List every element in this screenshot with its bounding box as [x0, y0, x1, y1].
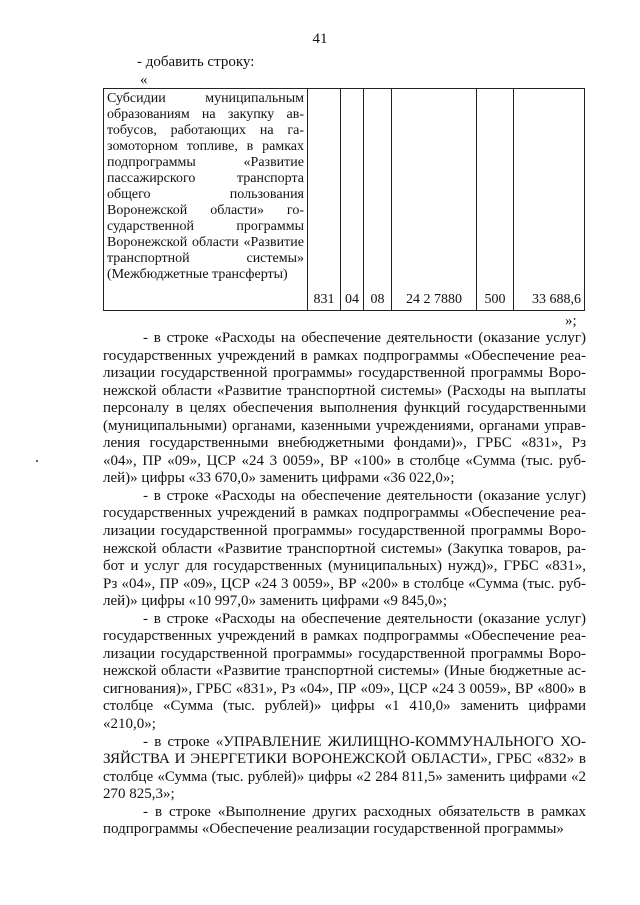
row-description: Субсидии муниципальным образованиям на закупку автобусов, работающих на газомоторном топливе, в рамках подпрограммы «Развитие пассажирского транспорта общего пользования Воронежской области» государственной программы Воронежской области «Развитие транспортной системы» (Межбюджетные трансферты) — [104, 89, 308, 311]
margin-dot — [36, 460, 38, 462]
closing-quote-mark: »; — [565, 313, 577, 329]
cell-rz: 04 — [341, 89, 364, 311]
cell-csr: 24 2 7880 — [392, 89, 477, 311]
intro-line: - добавить строку: — [137, 54, 255, 70]
cell-grbs: 831 — [308, 89, 341, 311]
amendment-text — [103, 330, 586, 839]
paragraph-3: - в строке «Расходы на обеспечение деятельности (оказание услуг) государственных учреждений в рамках подпрограммы «Обеспечение реализации государственной программы» государственной программы Воронежской области «Развитие транспортной системы» (Иные бюджетные ассигнования)», ГРБС «831», Рз «04», ПР «09», ЦСР «24 3 0059», ВР «800» в столбце «Сумма (тыс. рублей)» цифры «1 410,0» заменить цифрами «210,0»; — [103, 610, 586, 733]
budget-table — [103, 88, 585, 311]
cell-sum: 33 688,6 — [514, 89, 585, 311]
paragraph-2: - в строке «Расходы на обеспечение деятельности (оказание услуг) государственных учреждений в рамках подпрограммы «Обеспечение реализации государственной программы» государственной программы Воронежской области «Развитие транспортной системы» (Закупка товаров, работ и услуг для государственных (муниципальных) нужд)», ГРБС «831», Рз «04», ПР «09», ЦСР «24 3 0059», ВР «200» в столбце «Сумма (тыс. рублей)» цифры «10 997,0» заменить цифрами «9 845,0»; — [103, 487, 586, 610]
table-row — [104, 89, 585, 311]
paragraph-1: - в строке «Расходы на обеспечение деятельности (оказание услуг) государственных учреждений в рамках подпрограммы «Обеспечение реализации государственной программы» государственной программы Воронежской области «Развитие транспортной системы» (Расходы на выплаты персоналу в целях обеспечения выполнения функций государственными (муниципальными) органами, казенными учреждениями, органами управления государственными внебюджетными фондами)», ГРБС «831», Рз «04», ПР «09», ЦСР «24 3 0059», ВР «100» в столбце «Сумма (тыс. рублей)» цифры «33 670,0» заменить цифрами «36 022,0»; — [103, 330, 586, 487]
budget-row-table — [103, 88, 585, 311]
cell-vr: 500 — [477, 89, 514, 311]
cell-pr: 08 — [364, 89, 392, 311]
opening-quote-mark: « — [140, 72, 148, 88]
paragraph-4: - в строке «УПРАВЛЕНИЕ ЖИЛИЩНО-КОММУНАЛЬНОГО ХОЗЯЙСТВА И ЭНЕРГЕТИКИ ВОРОНЕЖСКОЙ ОБЛАСТИ», ГРБС «832» в столбце «Сумма (тыс. рублей)» цифры «2 284 811,5» заменить цифрами «2 270 825,3»; — [103, 733, 586, 803]
page-number: 41 — [312, 31, 328, 47]
paragraph-5: - в строке «Выполнение других расходных обязательств в рамках подпрограммы «Обеспечение реализации государственной программы» — [103, 803, 586, 838]
